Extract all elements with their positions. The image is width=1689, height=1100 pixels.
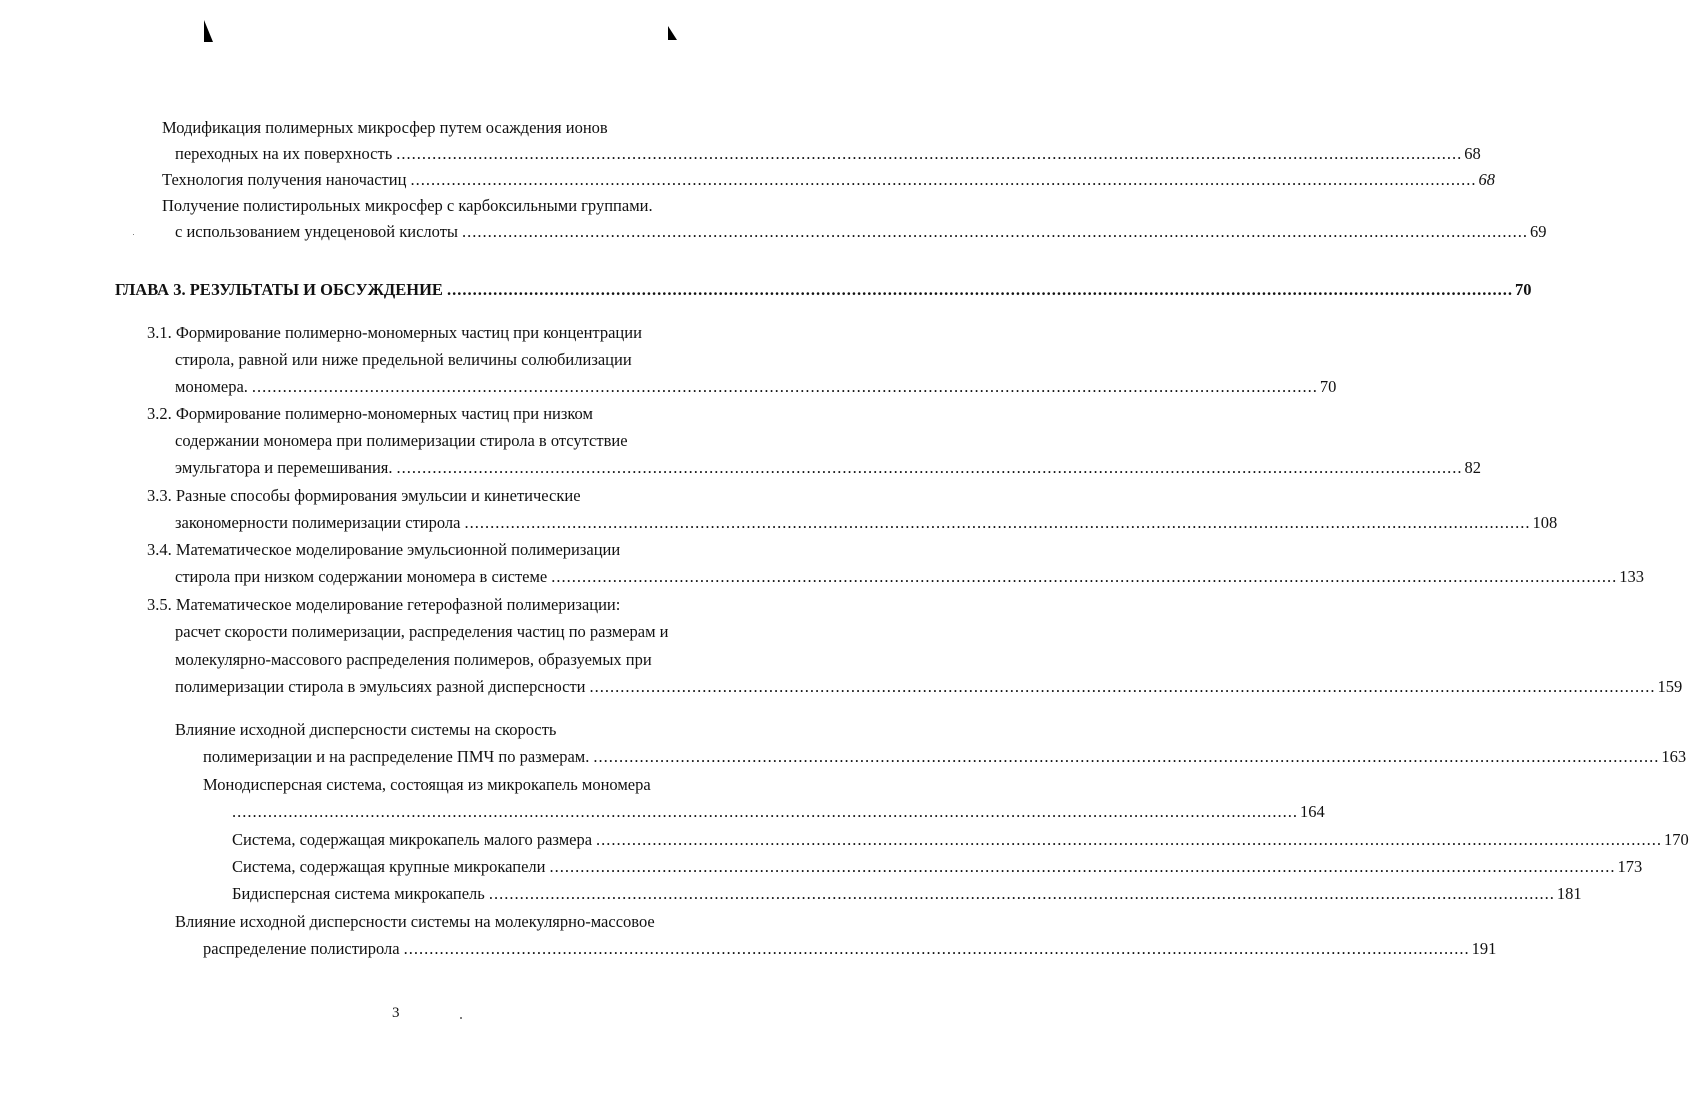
dot-leader: ................................................................................................................................................................................................................: [403, 939, 1470, 958]
dot-leader: ................................................................................................................................................................................................................: [462, 222, 1528, 241]
toc-page-number: 69: [1530, 222, 1547, 241]
toc-page-number: 181: [1556, 884, 1582, 903]
toc-entry-text: с использованием ундеценовой кислоты: [175, 222, 458, 241]
toc-page-number: 68: [1478, 170, 1495, 189]
toc-subsection-influence-mmd-line1: Влияние исходной дисперсности системы на молекулярно-массовое: [175, 912, 655, 931]
toc-entry-text: мономера.: [175, 377, 248, 396]
toc-entry-text: эмульгатора и перемешивания.: [175, 458, 393, 477]
toc-item-monodisperse-line1: Монодисперсная система, состоящая из микрокапель мономера: [203, 775, 651, 794]
toc-section-3-2-line1: 3.2. Формирование полимерно-мономерных частиц при низком: [147, 404, 593, 423]
toc-section-3-3-line1: 3.3. Разные способы формирования эмульсии и кинетические: [147, 486, 581, 505]
dot-leader: ................................................................................................................................................................................................................: [464, 513, 1531, 532]
toc-entry-text: стирола при низком содержании мономера в системе: [175, 567, 548, 586]
dot-leader: ................................................................................................................................................................................................................: [396, 458, 1463, 477]
toc-entry-modification[interactable]: [175, 144, 1481, 164]
toc-entry-text: закономерности полимеризации стирола: [175, 513, 461, 532]
toc-entry-text: Бидисперсная система микрокапель: [232, 884, 485, 903]
toc-section-3-1-line2: стирола, равной или ниже предельной величины солюбилизации: [175, 350, 632, 369]
toc-section-3-5-line3: молекулярно-массового распределения полимеров, образуемых при: [175, 650, 652, 669]
toc-subsection-influence-rate[interactable]: [203, 747, 1687, 767]
toc-item-small-drops[interactable]: [232, 830, 1689, 850]
toc-entry-text: полимеризации и на распределение ПМЧ по размерам.: [203, 747, 590, 766]
toc-section-3-5-line1: 3.5. Математическое моделирование гетерофазной полимеризации:: [147, 595, 621, 614]
toc-section-3-1-line1: 3.1. Формирование полимерно-мономерных частиц при концентрации: [147, 323, 642, 342]
toc-chapter-3[interactable]: [115, 280, 1532, 300]
toc-page-number: 164: [1300, 802, 1325, 821]
dot-leader: ................................................................................................................................................................................................................: [589, 677, 1656, 696]
toc-item-monodisperse[interactable]: [232, 802, 1325, 822]
toc-section-3-3[interactable]: [175, 513, 1558, 533]
page-number: 3: [392, 1005, 400, 1021]
toc-item-large-drops[interactable]: [232, 857, 1643, 877]
toc-page-number: 163: [1661, 747, 1687, 766]
toc-page-number: 70: [1514, 280, 1532, 299]
dot-leader: ................................................................................................................................................................................................................: [551, 567, 1618, 586]
toc-section-3-4-line1: 3.4. Математическое моделирование эмульсионной полимеризации: [147, 540, 621, 559]
toc-entry-nanoparticles[interactable]: [162, 170, 1495, 190]
scan-corner-mark-right: [668, 26, 677, 40]
dot-leader: ................................................................................................................................................................................................................: [251, 377, 1318, 396]
dot-leader: ................................................................................................................................................................................................................: [396, 144, 1463, 163]
toc-page-number: 70: [1319, 377, 1337, 396]
dot-leader: ................................................................................................................................................................................................................: [232, 802, 1298, 821]
toc-entry-text: переходных на их поверхность: [175, 144, 393, 163]
toc-section-3-5[interactable]: [175, 677, 1683, 697]
dot-leader: ................................................................................................................................................................................................................: [410, 170, 1477, 189]
dot-leader: ................................................................................................................................................................................................................: [488, 884, 1555, 903]
toc-entry-modification-line1: Модификация полимерных микросфер путем осаждения ионов: [162, 118, 608, 137]
toc-section-3-2-line2: содержании мономера при полимеризации стирола в отсутствие: [175, 431, 628, 450]
toc-section-3-4[interactable]: [175, 567, 1644, 587]
toc-section-3-5-line2: расчет скорости полимеризации, распределения частиц по размерам и: [175, 622, 669, 641]
toc-page-number: 159: [1657, 677, 1683, 696]
chapter-title: ГЛАВА 3. РЕЗУЛЬТАТЫ И ОБСУЖДЕНИЕ: [115, 280, 443, 299]
dot-leader: ................................................................................................................................................................................................................: [593, 747, 1660, 766]
toc-entry-text: распределение полистирола: [203, 939, 400, 958]
dot-leader: ................................................................................................................................................................................................................: [446, 280, 1513, 299]
toc-page-number: 191: [1471, 939, 1497, 958]
toc-subsection-influence-rate-line1: Влияние исходной дисперсности системы на скорость: [175, 720, 557, 739]
toc-page-number: 68: [1464, 144, 1481, 163]
toc-page-number: 173: [1617, 857, 1643, 876]
toc-entry-text: Технология получения наночастиц: [162, 170, 407, 189]
dot-leader: ................................................................................................................................................................................................................: [549, 857, 1616, 876]
toc-page-number: 108: [1532, 513, 1558, 532]
toc-entry-text: Система, содержащая микрокапель малого размера: [232, 830, 593, 849]
scan-speck: [133, 234, 134, 235]
toc-entry-text: Система, содержащая крупные микрокапели: [232, 857, 546, 876]
scan-corner-mark-left: [204, 20, 213, 42]
toc-page-number: 82: [1464, 458, 1482, 477]
toc-entry-polystyrene[interactable]: [175, 222, 1547, 242]
dot-leader: ................................................................................................................................................................................................................: [596, 830, 1663, 849]
toc-section-3-2[interactable]: [175, 458, 1482, 478]
toc-entry-text: полимеризации стирола в эмульсиях разной дисперсности: [175, 677, 586, 696]
toc-item-bidisperse[interactable]: [232, 884, 1582, 904]
toc-page-number: 170: [1664, 830, 1689, 849]
toc-page-number: 133: [1619, 567, 1644, 586]
toc-subsection-influence-mmd[interactable]: [203, 939, 1497, 959]
scan-speck: [460, 1017, 462, 1019]
toc-section-3-1[interactable]: [175, 377, 1337, 397]
toc-entry-polystyrene-line1: Получение полистирольных микросфер с карбоксильными группами.: [162, 196, 653, 215]
